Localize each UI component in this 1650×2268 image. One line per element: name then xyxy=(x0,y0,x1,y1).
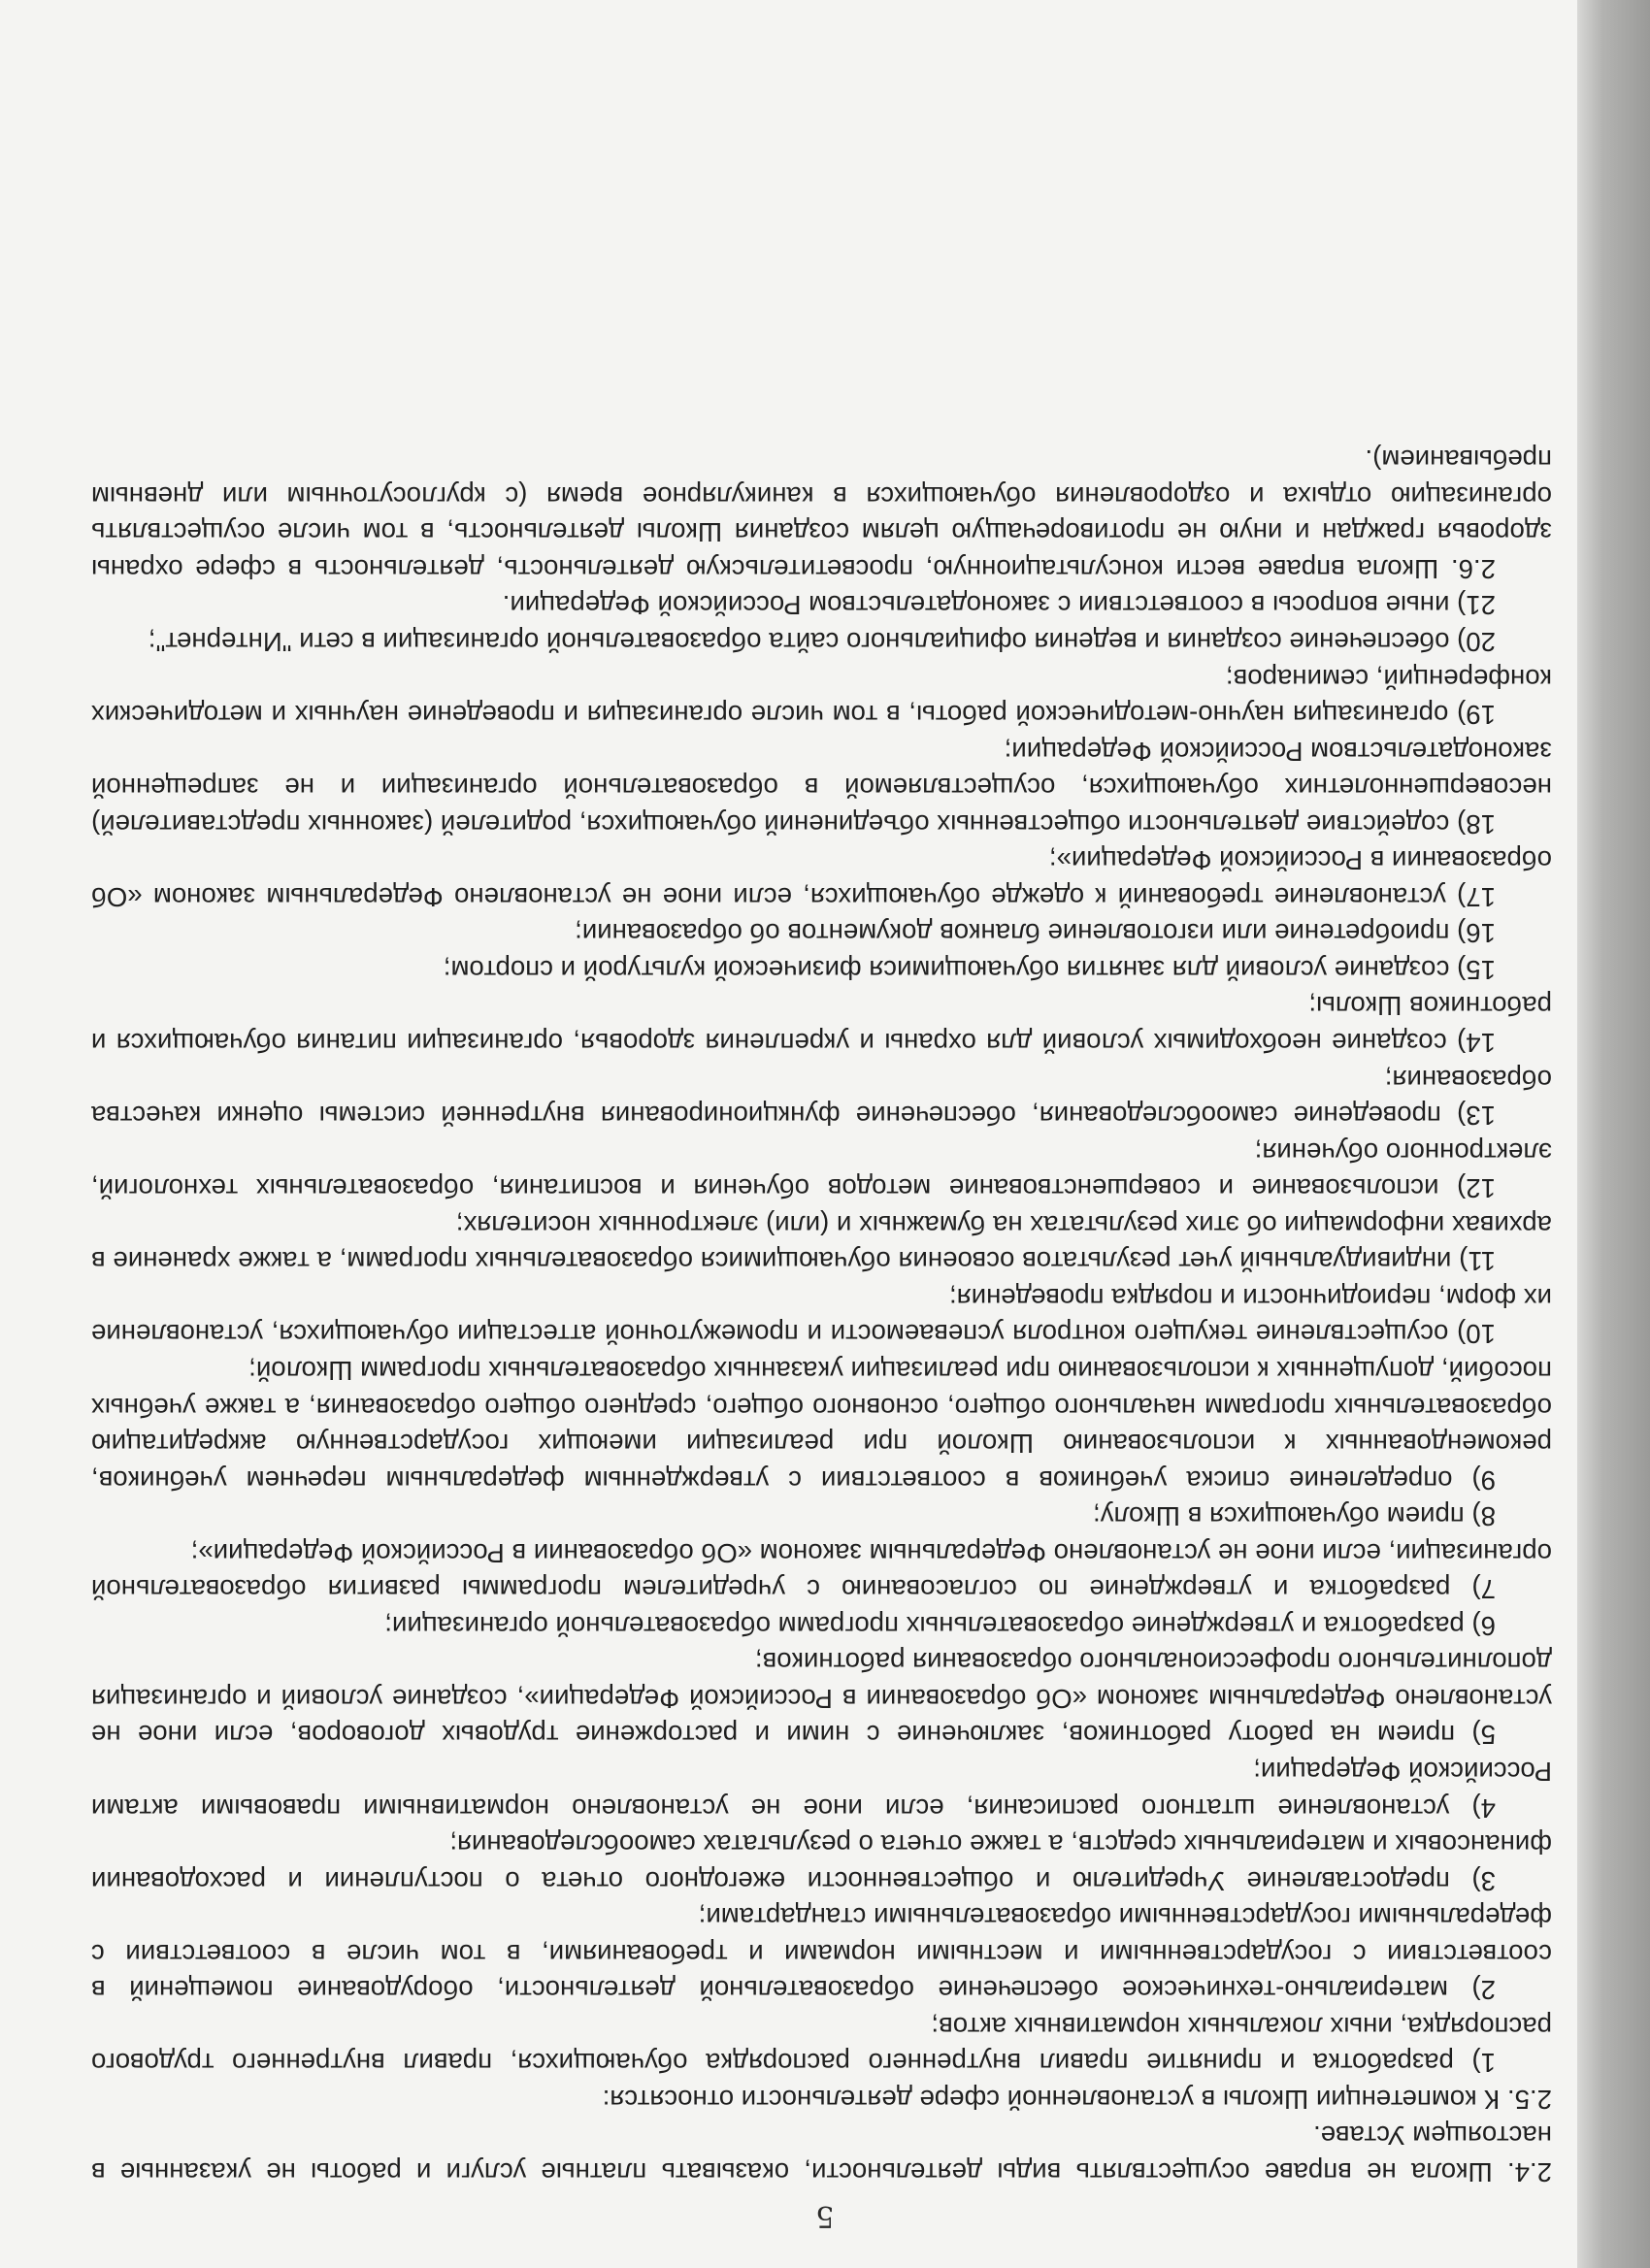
list-item-1: 1) разработка и принятие правил внутреннего распорядка обучающихся, правил внутреннего трудового распорядка, иных локальных нормативных актов; xyxy=(91,2011,1552,2079)
list-item-2: 2) материально-техническое обеспечение образовательной деятельности, оборудование помещений в соответствии с государственными и местными нормами и требованиями, в том числе в соответствии с федеральными государственными образовательными стандартами; xyxy=(91,1902,1552,2006)
list-item-8: 8) прием обучающихся в Школу; xyxy=(1093,1501,1496,1532)
list-item-5: 5) прием на работу работников, заключение с ними и расторжение трудовых договоров, если иное не установлено Федеральным законом «Об образовании в Российской Федерации», создание условий и организация дополнительного профессионального образования работников; xyxy=(91,1647,1552,1751)
list-item-11: 11) индивидуальный учет результатов освоения обучающимися образовательных программ, а также хранение в архивах информации об этих результатах на бумажных и (или) электронных носителях; xyxy=(91,1209,1552,1277)
list-item-6: 6) разработка и утверждение образовательных программ образовательной организации; xyxy=(384,1610,1496,1641)
list-item-18: 18) содействие деятельности общественных объединений обучающихся, родителей (законных представителей) несовершеннолетних обучающихся, осуществляемой в образовательной организации и не запрещенной законодательством Российской Федерации; xyxy=(91,736,1552,839)
paragraph-2-5: 2.5. К компетенции Школы в установленной сфере деятельности относятся: xyxy=(602,2084,1552,2115)
list-item-7: 7) разработка и утверждение по согласованию с учредителем программы развития образовательной организации, если иное не установлено Федеральным законом «Об образовании в Российской Федерации»; xyxy=(91,1537,1552,1605)
list-item-12: 12) использование и совершенствование методов обучения и воспитания, образовательных технологий, электронного обучения; xyxy=(91,1136,1552,1204)
list-item-9: 9) определение списка учебников в соответствии с утвержденным федеральным перечнем учебников, рекомендованных к использованию Школой при реализации имеющих государственную аккредитацию образовательных программ начального общего, основного общего, среднего общего образования, а также учебных пособий, допущенных к использованию при реализации указанных образовательных программ Школой; xyxy=(91,1355,1552,1496)
paragraph-2-4: 2.4. Школа не вправе осуществлять виды деятельности, оказывать платные услуги и работы не указанные в настоящем Уставе. xyxy=(91,2120,1552,2187)
list-item-17: 17) установление требований к одежде обучающихся, если иное не установлено Федеральным законом «Об образовании в Российской Федерации»; xyxy=(91,845,1552,912)
page-number: 5 xyxy=(815,2199,835,2233)
list-item-14: 14) создание необходимых условий для охраны и укрепления здоровья, организации питания обучающихся и работников Школы; xyxy=(91,991,1552,1059)
list-item-21: 21) иные вопросы в соответствии с законодательством Российской Федерации. xyxy=(502,590,1496,621)
list-item-20: 20) обеспечение создания и ведения официального сайта образовательной организации в сети "Интернет"; xyxy=(148,627,1496,658)
list-item-10: 10) осуществление текущего контроля успеваемости и промежуточной аттестации обучающихся, установление их форм, периодичности и порядка проведения; xyxy=(91,1282,1552,1350)
list-item-19: 19) организация научно-методической работы, в том числе организация и проведение научных и методических конференций, семинаров; xyxy=(91,663,1552,731)
list-item-16: 16) приобретение или изготовление бланков документов об образовании; xyxy=(575,918,1496,949)
list-item-3: 3) предоставление Учредителю и общественности ежегодного отчета о поступлении и расходовании финансовых и материальных средств, а также отчета о результатах самообследования; xyxy=(91,1829,1552,1896)
list-item-15: 15) создание условий для занятия обучающимися физической культурой и спортом; xyxy=(443,954,1496,985)
document-body xyxy=(91,442,1552,2190)
list-item-4: 4) установление штатного расписания, если иное не установлено нормативными правовыми актами Российской Федерации; xyxy=(91,1756,1552,1824)
list-item-13: 13) проведение самообследования, обеспечение функционирования внутренней системы оценки качества образования; xyxy=(91,1064,1552,1132)
paragraph-2-6: 2.6. Школа вправе вести консультационную, просветительскую деятельность, деятельность в сфере охраны здоровья граждан и иную не противоречащую целям создания Школы деятельность, в том числе осуществлять организацию отдыха и оздоровления обучающихся в каникулярное время (с круглосуточным или дневным пребыванием). xyxy=(91,444,1552,584)
